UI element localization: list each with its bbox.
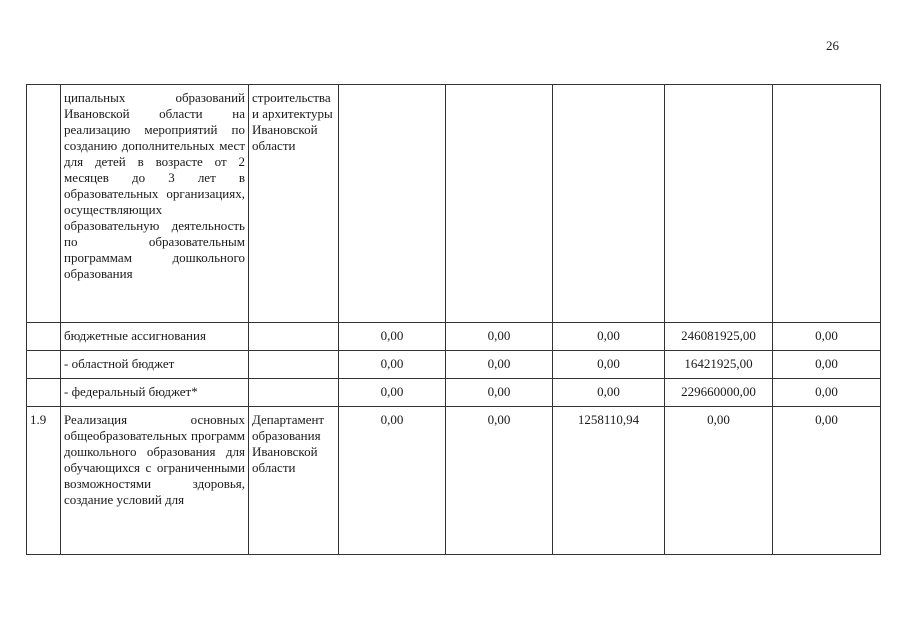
table-row xyxy=(27,323,881,351)
value-cell: 0,00 xyxy=(773,351,881,379)
row-description: бюджетные ассигнования xyxy=(61,323,249,351)
value-cell: 0,00 xyxy=(665,407,773,555)
value-cell: 0,00 xyxy=(773,323,881,351)
value-cell: 0,00 xyxy=(773,379,881,407)
value-cell: 1258110,94 xyxy=(553,407,665,555)
table-row xyxy=(27,407,881,555)
row-executor: строительства и архитектуры Ивановской области xyxy=(249,85,339,323)
value-cell xyxy=(446,85,553,323)
row-description: - областной бюджет xyxy=(61,351,249,379)
row-executor xyxy=(249,379,339,407)
row-executor: Департамент образования Ивановской области xyxy=(249,407,339,555)
value-cell: 0,00 xyxy=(446,351,553,379)
row-executor xyxy=(249,323,339,351)
value-cell: 229660000,00 xyxy=(665,379,773,407)
value-cell: 16421925,00 xyxy=(665,351,773,379)
table-row xyxy=(27,351,881,379)
row-executor xyxy=(249,351,339,379)
value-cell: 246081925,00 xyxy=(665,323,773,351)
row-number xyxy=(27,379,61,407)
value-cell: 0,00 xyxy=(339,351,446,379)
value-cell: 0,00 xyxy=(446,407,553,555)
row-description: - федеральный бюджет* xyxy=(61,379,249,407)
row-description: ципальных образований Ивановской области на реализацию мероприятий по созданию дополнительных мест для детей в возрасте от 2 месяцев до 3 лет в образовательных организациях, осуществляющих образовательную деятельность по образовательным программам дошкольного образования xyxy=(61,85,249,323)
value-cell: 0,00 xyxy=(553,379,665,407)
value-cell xyxy=(339,85,446,323)
budget-table xyxy=(26,84,881,555)
value-cell xyxy=(773,85,881,323)
value-cell: 0,00 xyxy=(339,379,446,407)
value-cell: 0,00 xyxy=(446,379,553,407)
value-cell: 0,00 xyxy=(446,323,553,351)
row-number xyxy=(27,351,61,379)
row-number xyxy=(27,85,61,323)
page-number: 26 xyxy=(826,38,839,53)
row-number: 1.9 xyxy=(27,407,61,555)
row-description: Реализация основных общеобразовательных программ дошкольного образования для обучающихся с ограниченными возможностями здоровья, создание условий для xyxy=(61,407,249,555)
value-cell xyxy=(553,85,665,323)
value-cell xyxy=(665,85,773,323)
value-cell: 0,00 xyxy=(339,407,446,555)
value-cell: 0,00 xyxy=(553,351,665,379)
value-cell: 0,00 xyxy=(773,407,881,555)
table-row xyxy=(27,85,881,323)
row-number xyxy=(27,323,61,351)
table-row xyxy=(27,379,881,407)
value-cell: 0,00 xyxy=(339,323,446,351)
value-cell: 0,00 xyxy=(553,323,665,351)
